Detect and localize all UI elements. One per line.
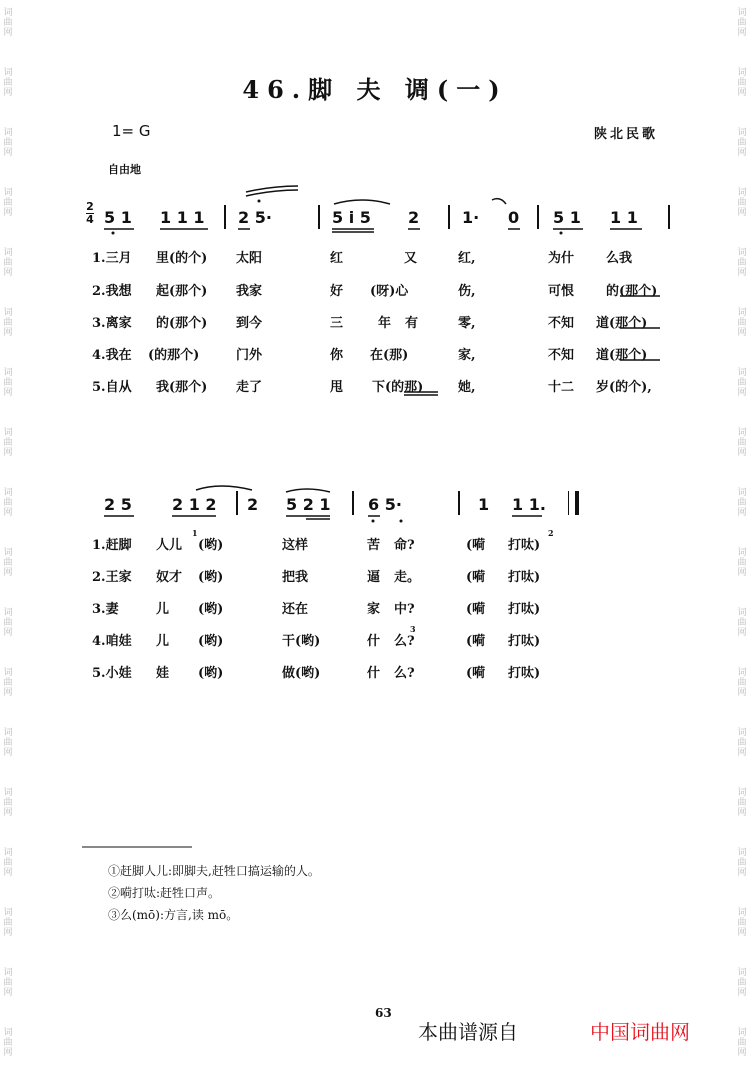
lyric-syllable: 5.自从 xyxy=(92,380,132,395)
watermark-mark: 词 曲 网 xyxy=(3,368,13,398)
lyric-syllable: 4.我在 xyxy=(92,348,132,363)
lyric-syllable: (呀)心 xyxy=(370,284,409,299)
lyric-syllable: (哟) xyxy=(198,570,224,585)
lyric-syllable: 1.三月 xyxy=(92,251,132,266)
octave-dot xyxy=(560,232,563,235)
watermark-mark: 词 曲 网 xyxy=(737,788,747,818)
lyric-syllable: 打呔) xyxy=(508,602,541,617)
watermark-mark: 词 曲 网 xyxy=(3,968,13,998)
song-title: 46.脚 夫 调(一) xyxy=(242,75,508,104)
note-group: 5 1 xyxy=(104,208,132,227)
lyric-syllable: 什 xyxy=(367,634,381,649)
watermark-mark: 词 曲 网 xyxy=(737,188,747,218)
watermark-mark: 词 曲 网 xyxy=(737,488,747,518)
superscript-3: 3 xyxy=(410,624,416,634)
watermark-mark: 词 曲 网 xyxy=(737,728,747,758)
lyric-syllable: 命? xyxy=(394,538,415,553)
footnote: ③么(mō):方言,读 mō。 xyxy=(108,908,239,922)
note-group: 1 1 1 xyxy=(160,208,205,227)
watermark-mark: 词 曲 网 xyxy=(3,788,13,818)
lyric-syllable: 伤, xyxy=(458,284,476,299)
credit-prefix: 本曲谱源自 xyxy=(418,1020,518,1044)
lyric-syllable: 你 xyxy=(330,348,344,363)
lyric-syllable: (哟) xyxy=(198,602,224,617)
lyric-syllable: 3.妻 xyxy=(92,602,119,617)
lyric-syllable: 打呔) xyxy=(508,634,541,649)
note-group: 1 1 xyxy=(610,208,638,227)
lyric-syllable: 为什 xyxy=(548,251,575,266)
lyric-syllable: 走。 xyxy=(394,570,421,585)
note-group: 2 5 xyxy=(104,495,132,514)
lyric-syllable: 在(那) xyxy=(370,348,409,363)
watermark-mark: 词 曲 网 xyxy=(3,548,13,578)
watermark-mark: 词 曲 网 xyxy=(3,668,13,698)
lyric-syllable: 儿 xyxy=(156,634,170,649)
lyric-syllable: 道(那个) xyxy=(596,316,648,331)
note-group: 2 xyxy=(247,495,259,514)
slur xyxy=(286,489,330,492)
lyric-syllable: (哟) xyxy=(198,666,224,681)
slur xyxy=(492,199,506,204)
note-group: 1 xyxy=(478,495,490,514)
watermark-mark: 词 曲 网 xyxy=(737,308,747,338)
watermark-mark: 词 曲 网 xyxy=(737,908,747,938)
lyric-syllable: 门外 xyxy=(236,348,263,363)
lyric-syllable: 打呔) xyxy=(508,538,541,553)
lyric-syllable: 我家 xyxy=(236,284,263,299)
octave-dot xyxy=(258,200,261,203)
watermark-mark: 词 曲 网 xyxy=(737,368,747,398)
lyric-syllable: 1.赶脚 xyxy=(92,538,132,553)
lyric-syllable: 奴才 xyxy=(156,570,183,585)
watermark-mark: 词 曲 网 xyxy=(3,428,13,458)
lyric-syllable: 她, xyxy=(458,380,476,395)
note-group: 5 2 1 xyxy=(286,495,331,514)
song-source: 陕北民歌 xyxy=(594,127,659,142)
lyric-syllable: 甩 xyxy=(330,380,344,395)
lyric-syllable: 零, xyxy=(458,316,476,331)
lyric-syllable: 红, xyxy=(458,251,476,266)
lyric-syllable: 道(那个) xyxy=(596,348,648,363)
watermark-mark: 词 曲 网 xyxy=(3,608,13,638)
lyric-syllable: 么我 xyxy=(606,251,633,266)
lyric-syllable: 儿 xyxy=(156,602,170,617)
lyric-syllable: 2.我想 xyxy=(92,284,132,299)
lyric-syllable: 家 xyxy=(367,602,381,617)
watermark-mark: 词 曲 网 xyxy=(737,968,747,998)
watermark-mark: 词 曲 网 xyxy=(737,8,747,38)
slur xyxy=(334,200,390,204)
octave-dot xyxy=(112,232,115,235)
lyric-syllable: 可恨 xyxy=(548,284,575,299)
key-signature: 1= G xyxy=(112,122,151,140)
lyric-syllable: (嗬 xyxy=(466,538,486,553)
tie xyxy=(196,486,252,490)
lyric-syllable: 年有 xyxy=(378,316,433,331)
watermark-mark: 词 曲 网 xyxy=(3,68,13,98)
watermark-mark: 词 曲 网 xyxy=(737,1028,747,1058)
lyric-syllable: 不知 xyxy=(548,316,575,331)
lyric-syllable: 走了 xyxy=(236,380,263,395)
watermark-mark: 词 曲 网 xyxy=(3,248,13,278)
time-signature-top: 2 xyxy=(86,200,94,213)
octave-dot xyxy=(372,520,375,523)
lyric-syllable: 做(哟) xyxy=(282,666,321,681)
watermark-mark: 词 曲 网 xyxy=(737,428,747,458)
watermark-mark: 词 曲 网 xyxy=(3,308,13,338)
lyric-syllable: 人儿 xyxy=(156,538,183,553)
watermark-mark: 词 曲 网 xyxy=(737,608,747,638)
lyric-syllable: 好 xyxy=(330,284,344,299)
note-group: 5 i 5 xyxy=(332,208,371,227)
page-number: 63 xyxy=(375,1006,392,1020)
lyric-syllable: (嗬 xyxy=(466,602,486,617)
tempo-marking: 自由地 xyxy=(108,163,141,176)
lyric-syllable: 苦 xyxy=(367,538,381,553)
lyric-syllable: 三 xyxy=(330,316,344,331)
lyric-syllable: 岁(的个), xyxy=(596,380,652,395)
lyric-syllable: 干(哟) xyxy=(282,634,321,649)
watermark-mark: 词 曲 网 xyxy=(3,908,13,938)
watermark-mark: 词 曲 网 xyxy=(737,548,747,578)
lyric-syllable: (嗬 xyxy=(466,666,486,681)
watermark-mark: 词 曲 网 xyxy=(737,68,747,98)
watermark-mark: 词 曲 网 xyxy=(737,248,747,278)
lyric-syllable: 又 xyxy=(404,251,418,266)
footnote: ②嗬打呔:赶牲口声。 xyxy=(108,886,221,900)
lyric-syllable: 下(的那) xyxy=(372,380,424,395)
lyric-syllable: 逼 xyxy=(367,570,381,585)
note-group: 6 5· xyxy=(368,495,402,514)
superscript-1: 1 xyxy=(192,528,198,538)
superscript-2: 2 xyxy=(548,528,554,538)
lyric-syllable: 什 xyxy=(367,666,381,681)
lyric-syllable: 打呔) xyxy=(508,570,541,585)
lyric-syllable: 中? xyxy=(394,602,415,617)
lyric-syllable: 2.王家 xyxy=(92,570,132,585)
lyric-syllable: 的(那个) xyxy=(606,284,658,299)
note-group: 1· xyxy=(462,208,480,227)
watermark-mark: 词 曲 网 xyxy=(3,1028,13,1058)
watermark-mark: 词 曲 网 xyxy=(3,128,13,158)
credit-site-link[interactable]: 中国词曲网 xyxy=(590,1020,690,1044)
note-group: 0 xyxy=(508,208,520,227)
time-signature-bottom: 4 xyxy=(86,213,94,226)
watermark-mark: 词 曲 网 xyxy=(3,188,13,218)
lyric-syllable: (嗬 xyxy=(466,634,486,649)
note-group: 2 xyxy=(408,208,420,227)
watermark-mark: 词 曲 网 xyxy=(737,848,747,878)
lyric-syllable: (哟) xyxy=(198,634,224,649)
lyric-syllable: 家, xyxy=(458,348,476,363)
lyric-syllable: 么? xyxy=(394,634,415,649)
note-group: 2 5· xyxy=(238,208,272,227)
lyric-syllable: 十二 xyxy=(548,380,575,395)
lyric-syllable: 打呔) xyxy=(508,666,541,681)
lyric-syllable: 5.小娃 xyxy=(92,666,132,681)
watermark-mark: 词 曲 网 xyxy=(737,128,747,158)
lyric-syllable: 么? xyxy=(394,666,415,681)
lyric-syllable: (嗬 xyxy=(466,570,486,585)
lyric-syllable: 不知 xyxy=(548,348,575,363)
lyric-syllable: 到今 xyxy=(236,316,263,331)
footnote: ①赶脚人儿:即脚夫,赶牲口搞运输的人。 xyxy=(108,864,320,878)
note-group: 5 1 xyxy=(553,208,581,227)
note-group: 1 1. xyxy=(512,495,546,514)
watermark-mark: 词 曲 网 xyxy=(3,728,13,758)
octave-dot xyxy=(400,520,403,523)
watermark-mark: 词 曲 网 xyxy=(3,488,13,518)
lyric-syllable: 4.咱娃 xyxy=(92,634,132,649)
lyric-syllable: (哟) xyxy=(198,538,224,553)
watermark-mark: 词 曲 网 xyxy=(3,8,13,38)
lyric-syllable: 还在 xyxy=(282,602,309,617)
watermark-mark: 词 曲 网 xyxy=(3,848,13,878)
lyric-syllable: 里(的个) xyxy=(156,251,208,266)
note-group: 2 1 2 xyxy=(172,495,217,514)
lyric-syllable: 把我 xyxy=(282,570,309,585)
lyric-syllable: 3.离家 xyxy=(92,316,132,331)
lyric-syllable: 红 xyxy=(330,251,344,266)
watermark-mark: 词 曲 网 xyxy=(737,668,747,698)
lyric-syllable: 的(那个) xyxy=(156,316,208,331)
lyric-syllable: (的那个) xyxy=(148,348,200,363)
lyric-syllable: 太阳 xyxy=(236,251,263,266)
lyric-syllable: 这样 xyxy=(282,538,309,553)
lyric-syllable: 起(那个) xyxy=(156,284,208,299)
lyric-syllable: 娃 xyxy=(156,666,170,681)
lyric-syllable: 我(那个) xyxy=(156,380,208,395)
